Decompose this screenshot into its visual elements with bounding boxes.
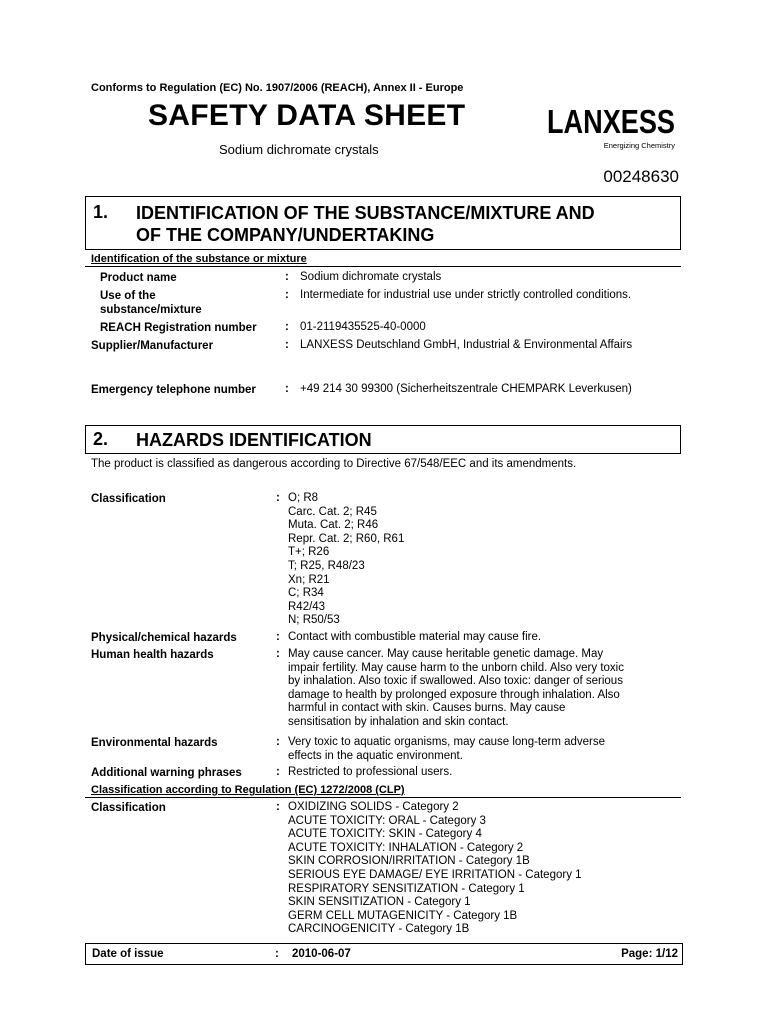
- classification-intro: The product is classified as dangerous according to Directive 67/548/EEC and its amendments.: [91, 458, 577, 470]
- classification-entry: T+; R26: [288, 546, 330, 559]
- date-of-issue-value: 2010-06-07: [292, 948, 351, 960]
- section-1-title-line-2: OF THE COMPANY/UNDERTAKING: [136, 225, 435, 245]
- document-number: 00248630: [603, 167, 679, 186]
- emergency-phone-label: Emergency telephone number: [91, 384, 256, 396]
- clp-rule: [85, 797, 681, 798]
- substance-identification-subheading: Identification of the substance or mixture: [91, 253, 307, 265]
- classification-entry: C; R34: [288, 587, 324, 600]
- environmental-hazards-colon: :: [276, 736, 280, 748]
- product-name-label: Product name: [100, 272, 177, 284]
- warning-phrases-colon: :: [276, 766, 280, 778]
- clp-classification-entry: CARCINOGENICITY - Category 1B: [288, 923, 470, 936]
- classification-list: [288, 492, 404, 628]
- health-hazards-line: by inhalation. Also toxic if swallowed. Also toxic: danger of serious: [288, 675, 623, 688]
- clp-classification-label: Classification: [91, 802, 166, 814]
- use-colon: :: [285, 289, 289, 301]
- clp-classification-list: [288, 801, 582, 937]
- classification-entry: Carc. Cat. 2; R45: [288, 505, 377, 518]
- health-hazards-colon: :: [276, 648, 280, 660]
- clp-classification-entry: SKIN SENSITIZATION - Category 1: [288, 896, 471, 909]
- reach-number-value: 01-2119435525-40-0000: [300, 321, 426, 333]
- lanxess-logo: [545, 103, 677, 151]
- clp-classification-entry: OXIDIZING SOLIDS - Category 2: [288, 801, 459, 813]
- emergency-phone-colon: :: [285, 383, 289, 395]
- physchem-hazards-colon: :: [276, 631, 280, 643]
- product-name-colon: :: [285, 271, 289, 283]
- product-name-value: Sodium dichromate crystals: [300, 271, 442, 283]
- health-hazards-text: [288, 648, 624, 730]
- clp-classification-entry: ACUTE TOXICITY: INHALATION - Category 2: [288, 841, 524, 854]
- warning-phrases-value: Restricted to professional users.: [288, 766, 453, 778]
- health-hazards-line: impair fertility. May cause harm to the unborn child. Also very toxic: [288, 661, 624, 674]
- environmental-hazards-line: effects in the aquatic environment.: [288, 749, 463, 762]
- supplier-label: Supplier/Manufacturer: [91, 340, 214, 352]
- section-1-title-line-1: IDENTIFICATION OF THE SUBSTANCE/MIXTURE AND: [136, 203, 595, 223]
- logo-tagline: Energizing Chemistry: [603, 141, 675, 150]
- health-hazards-line: sensitisation by inhalation and skin contact.: [288, 715, 509, 728]
- use-value: Intermediate for industrial use under strictly controlled conditions.: [300, 289, 632, 301]
- emergency-phone-value: +49 214 30 99300 (Sicherheitszentrale CHEMPARK Leverkusen): [300, 383, 632, 395]
- section-2-number: 2.: [93, 429, 109, 449]
- physchem-hazards-label: Physical/chemical hazards: [91, 632, 237, 644]
- classification-entry: T; R25, R48/23: [288, 559, 365, 572]
- document-title: SAFETY DATA SHEET: [148, 99, 466, 132]
- environmental-hazards-label: Environmental hazards: [91, 737, 218, 749]
- physchem-hazards-value: Contact with combustible material may cause fire.: [288, 631, 542, 643]
- clp-classification-entry: ACUTE TOXICITY: ORAL - Category 3: [288, 814, 486, 827]
- health-hazards-line: May cause cancer. May cause heritable genetic damage. May: [288, 648, 604, 660]
- health-hazards-label: Human health hazards: [91, 649, 214, 661]
- classification-entry: Repr. Cat. 2; R60, R61: [288, 532, 405, 545]
- section-2-header: [85, 425, 681, 454]
- section-1-title: [136, 202, 676, 246]
- document-footer: [85, 943, 683, 965]
- regulation-line: Conforms to Regulation (EC) No. 1907/2006 (REACH), Annex II - Europe: [91, 82, 464, 94]
- classification-label: Classification: [91, 493, 166, 505]
- supplier-value: LANXESS Deutschland GmbH, Industrial & Environmental Affairs: [300, 339, 633, 351]
- clp-subheading: Classification according to Regulation (EC) 1272/2008 (CLP): [91, 784, 405, 796]
- use-label: [100, 289, 202, 317]
- logo-wordmark: LANXESS: [547, 103, 675, 140]
- health-hazards-line: harmful in contact with skin. Causes burns. May cause: [288, 702, 566, 715]
- warning-phrases-label: Additional warning phrases: [91, 767, 242, 779]
- clp-classification-entry: SERIOUS EYE DAMAGE/ EYE IRRITATION - Category 1: [288, 868, 582, 881]
- section-1-header: [85, 196, 681, 250]
- classification-entry: R42/43: [288, 600, 326, 613]
- date-of-issue-colon: :: [275, 948, 279, 960]
- classification-entry: O; R8: [288, 492, 319, 504]
- environmental-hazards-line: Very toxic to aquatic organisms, may cause long-term adverse: [288, 736, 606, 748]
- classification-entry: N; R50/53: [288, 614, 340, 627]
- environmental-hazards-text: [288, 736, 605, 763]
- use-label-line-1: Use of the: [100, 290, 156, 302]
- clp-classification-colon: :: [276, 801, 280, 813]
- clp-classification-entry: GERM CELL MUTAGENICITY - Category 1B: [288, 909, 518, 922]
- classification-entry: Xn; R21: [288, 573, 330, 586]
- clp-classification-entry: RESPIRATORY SENSITIZATION - Category 1: [288, 882, 525, 895]
- reach-number-label: REACH Registration number: [100, 322, 257, 334]
- clp-classification-entry: ACUTE TOXICITY: SKIN - Category 4: [288, 828, 482, 841]
- subheading-rule: [85, 266, 681, 267]
- reach-number-colon: :: [285, 321, 289, 333]
- supplier-colon: :: [285, 339, 289, 351]
- clp-classification-entry: SKIN CORROSION/IRRITATION - Category 1B: [288, 855, 530, 868]
- classification-entry: Muta. Cat. 2; R46: [288, 519, 379, 532]
- date-of-issue-label: Date of issue: [92, 948, 164, 960]
- classification-colon: :: [276, 492, 280, 504]
- section-2-title: HAZARDS IDENTIFICATION: [136, 430, 372, 450]
- health-hazards-line: damage to health by prolonged exposure through inhalation. Also: [288, 688, 620, 701]
- page-number: Page: 1/12: [621, 948, 678, 960]
- section-1-number: 1.: [93, 202, 109, 222]
- product-subtitle: Sodium dichromate crystals: [219, 142, 379, 157]
- use-label-line-2: substance/mixture: [100, 304, 202, 316]
